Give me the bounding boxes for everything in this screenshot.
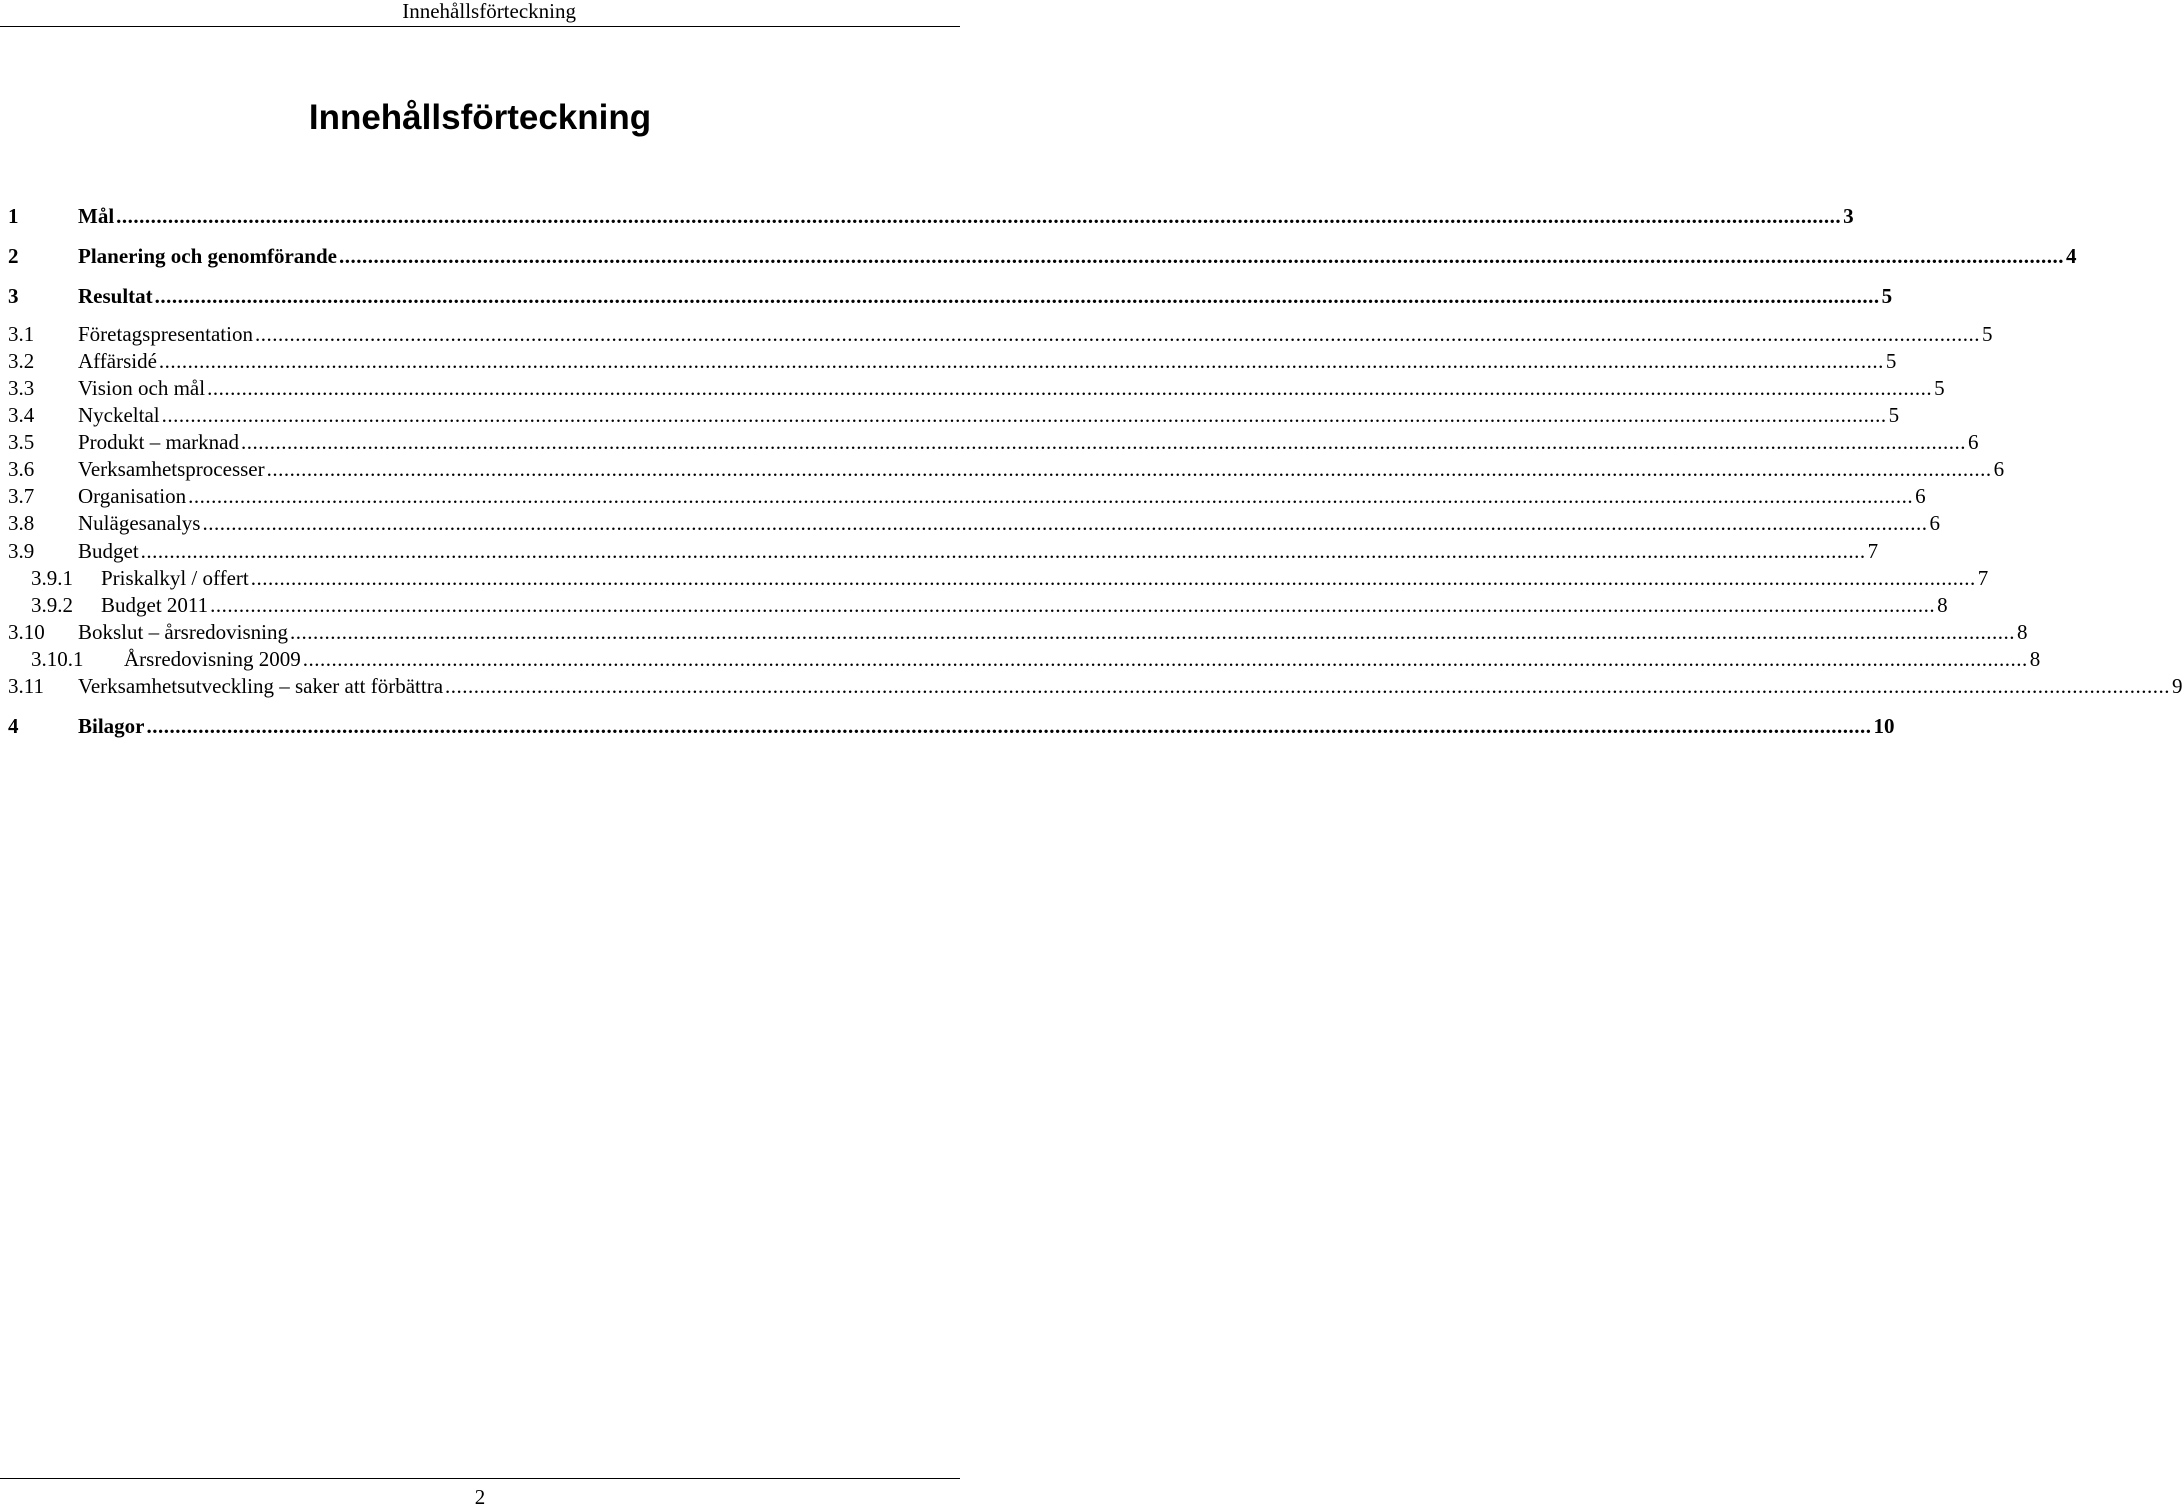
toc-entry-label: Planering och genomförande: [78, 244, 337, 268]
toc-entry-number: 3.3: [8, 376, 35, 400]
toc-entry-page: 6: [1993, 457, 2005, 481]
toc-dot-leader: ............................................................................................................................................................................................................................................................................................................: [210, 593, 1936, 617]
toc-entry-number: 3.8: [8, 511, 35, 535]
toc-dot-leader: ............................................................................................................................................................................................................................................................................................................: [146, 714, 1872, 738]
toc-entry-label: Resultat: [78, 284, 153, 308]
toc-entry-page: 6: [1915, 484, 1926, 508]
toc-entry-label: Verksamhetsprocesser: [78, 457, 265, 481]
toc-entry-number: 3.9.1: [31, 566, 73, 590]
running-header: [0, 0, 960, 27]
toc-entry-number: 3.5: [8, 430, 35, 454]
toc-entry-page: 5: [1888, 403, 1900, 427]
page-footer: [0, 1478, 960, 1509]
toc-entry-number: 3.7: [8, 484, 35, 508]
toc-entry-label: Nyckeltal: [78, 403, 160, 427]
toc-entry-number: 2: [8, 244, 19, 268]
toc-entry[interactable]: [0, 538, 1879, 564]
toc-entry-number: 3.10: [8, 620, 45, 644]
page-title: Innehållsförteckning: [308, 98, 652, 137]
toc-entry-page: 4: [2065, 244, 2077, 268]
toc-entry-page: 3: [1843, 204, 1854, 228]
toc-entry-page: 8: [1937, 593, 1948, 617]
toc-entry-label: Budget 2011: [101, 593, 209, 617]
toc-entry[interactable]: [0, 673, 2183, 699]
toc-entry-number: 3.1: [8, 322, 35, 346]
toc-entry[interactable]: [0, 203, 1854, 229]
toc-entry-label: Affärsidé: [78, 349, 157, 373]
toc-dot-leader: ............................................................................................................................................................................................................................................................................................................: [445, 674, 2171, 698]
toc-dot-leader: ............................................................................................................................................................................................................................................................................................................: [207, 376, 1933, 400]
toc-entry-number: 4: [8, 714, 19, 738]
toc-entry-label: Budget: [78, 539, 139, 563]
toc-entry-number: 3.11: [8, 674, 44, 698]
toc-entry[interactable]: [0, 713, 1895, 739]
toc-entry-page: 7: [1977, 566, 1989, 590]
toc-entry[interactable]: [0, 321, 1993, 347]
toc-dot-leader: ............................................................................................................................................................................................................................................................................................................: [302, 647, 2028, 671]
toc-entry-number: 3.10.1: [31, 647, 84, 671]
toc-entry[interactable]: [0, 483, 1926, 509]
toc-entry-page: 5: [1934, 376, 1945, 400]
toc-entry-label: Produkt – marknad: [78, 430, 239, 454]
toc-entry-page: 9: [2172, 674, 2183, 698]
toc-entry[interactable]: [0, 456, 2005, 482]
toc-entry[interactable]: [0, 592, 1948, 618]
toc-entry-number: 3.4: [8, 403, 35, 427]
toc-entry[interactable]: [0, 283, 1893, 309]
toc-entry[interactable]: [0, 565, 1989, 591]
toc-entry-page: 5: [1981, 322, 1993, 346]
toc-entry[interactable]: [0, 646, 2041, 672]
toc-entry-label: Bokslut – årsredovisning: [78, 620, 288, 644]
toc-entry[interactable]: [0, 243, 2077, 269]
toc-entry-page: 6: [1929, 511, 1940, 535]
toc-dot-leader: ............................................................................................................................................................................................................................................................................................................: [158, 349, 1884, 373]
toc-entry[interactable]: [0, 348, 1897, 374]
toc-entry-label: Årsredovisning 2009: [124, 647, 301, 671]
toc-dot-leader: ............................................................................................................................................................................................................................................................................................................: [161, 403, 1887, 427]
toc-entry-label: Bilagor: [78, 714, 145, 738]
toc-dot-leader: ............................................................................................................................................................................................................................................................................................................: [188, 484, 1914, 508]
toc-entry-label: Organisation: [78, 484, 187, 508]
running-header-title: Innehållsförteckning: [402, 0, 576, 23]
toc-entry-page: 8: [2029, 647, 2041, 671]
toc-dot-leader: ............................................................................................................................................................................................................................................................................................................: [202, 511, 1928, 535]
toc-entry-number: 3.2: [8, 349, 35, 373]
toc-entry-number: 3.9: [8, 539, 35, 563]
toc-entry[interactable]: [0, 619, 2028, 645]
toc-entry[interactable]: [0, 510, 1940, 536]
toc-entry-page: 8: [2017, 620, 2028, 644]
toc-entry-page: 7: [1867, 539, 1879, 563]
toc-dot-leader: ............................................................................................................................................................................................................................................................................................................: [140, 539, 1866, 563]
toc-dot-leader: ............................................................................................................................................................................................................................................................................................................: [266, 457, 1992, 481]
toc-entry-label: Nulägesanalys: [78, 511, 201, 535]
toc-dot-leader: ............................................................................................................................................................................................................................................................................................................: [116, 204, 1842, 228]
toc-dot-leader: ............................................................................................................................................................................................................................................................................................................: [290, 620, 2015, 644]
toc-dot-leader: ............................................................................................................................................................................................................................................................................................................: [254, 322, 1980, 346]
toc-entry-label: Vision och mål: [78, 376, 206, 400]
toc-dot-leader: ............................................................................................................................................................................................................................................................................................................: [250, 566, 1976, 590]
toc-entry-number: 3.9.2: [31, 593, 73, 617]
toc-entry-page: 6: [1967, 430, 1979, 454]
toc-entry[interactable]: [0, 429, 1979, 455]
toc-dot-leader: ............................................................................................................................................................................................................................................................................................................: [240, 430, 1966, 454]
toc-entry-number: 1: [8, 204, 19, 228]
toc-entry-label: Mål: [78, 204, 115, 228]
toc-entry-page: 10: [1873, 714, 1895, 738]
toc-entry-label: Priskalkyl / offert: [101, 566, 249, 590]
toc-entry-number: 3: [8, 284, 19, 308]
toc-entry-label: Verksamhetsutveckling – saker att förbättra: [78, 674, 444, 698]
toc-dot-leader: ............................................................................................................................................................................................................................................................................................................: [338, 244, 2064, 268]
toc-entry[interactable]: [0, 402, 1900, 428]
page-number: 2: [474, 1485, 486, 1509]
toc-entry[interactable]: [0, 375, 1945, 401]
toc-entry-label: Företagspresentation: [78, 322, 253, 346]
toc-entry-number: 3.6: [8, 457, 35, 481]
toc-entry-page: 5: [1885, 349, 1897, 373]
toc-dot-leader: ............................................................................................................................................................................................................................................................................................................: [154, 284, 1880, 308]
toc-entry-page: 5: [1881, 284, 1893, 308]
